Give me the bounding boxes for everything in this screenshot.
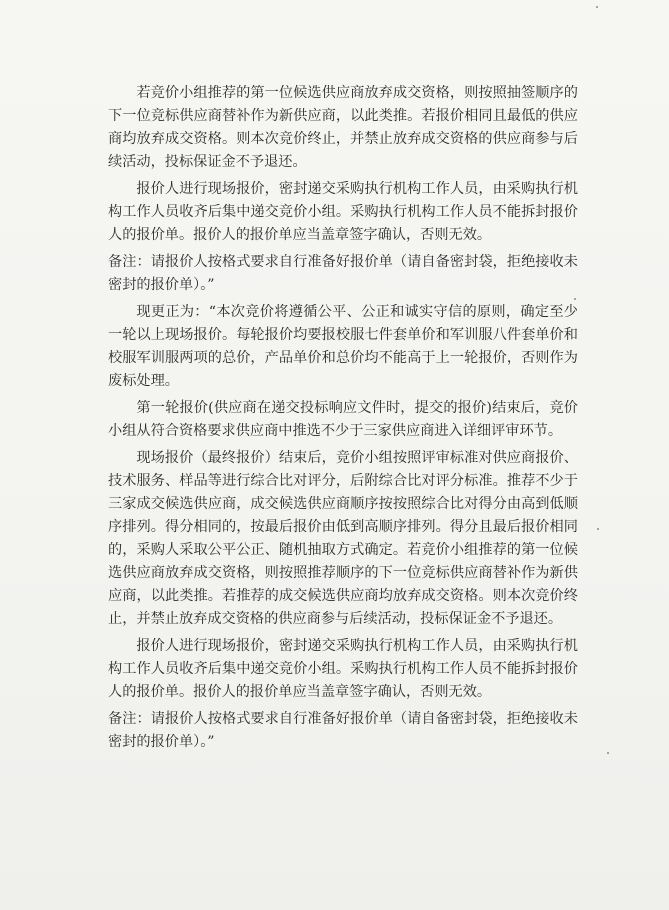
paragraph-sealed-quote: 报价人进行现场报价，密封递交采购执行机构工作人员，由采购执行机构工作人员收齐后集中递交竞价小组。采购执行机构工作人员不能拆封报价人的报价单。报价人的报价单应当盖章签字确认，否则无效。 [108,638,578,700]
paper-speck [596,6,598,8]
paragraph-final-round: 现场报价（最终报价）结束后，竞价小组按照评审标准对供应商报价、技术服务、样品等进行综合比对评分，后附综合比对评分标准。推荐不少于三家成交候选供应商，成交候选供应商顺序按按照综合比对得分由高到低顺序排列。得分相同的，按最后报价由低到高顺序排列。得分且最后报价相同的，采购人采取公平公正、随机抽取方式确定。若竞价小组推荐的第一位候选供应商放弃成交资格，则按照推荐顺序的下一位竞标供应商替补作为新供应商，以此类推。若推荐的成交候选供应商均放弃成交资格。则本次竞价终止，并禁止放弃成交资格的供应商参与后续活动，投标保证金不予退还。 [108,450,578,627]
note-paragraph-2: 备注：请报价人按格式要求自行准备好报价单（请自备密封袋，拒绝接收未密封的报价单）。” [108,711,578,750]
note-paragraph-1: 备注：请报价人按格式要求自行准备好报价单（请自备密封袋，拒绝接收未密封的报价单）。” [108,254,578,293]
paper-speck [597,528,599,530]
paragraph-1: 若竞价小组推荐的第一位候选供应商放弃成交资格，则按照抽签顺序的下一位竞标供应商替补作为新供应商，以此类推。若报价相同且最低的供应商均放弃成交资格。则本次竞价终止，并禁止放弃成交资格的供应商参与后续活动，投标保证金不予退还。 [108,85,578,170]
paragraph-correction: 现更正为：“本次竞价将遵循公平、公正和诚实守信的原则，确定至少一轮以上现场报价。每轮报价均要报校服七件套单价和军训服八件套单价和校服军训服两项的总价，产品单价和总价均不能高于上一轮报价，否则作为废标处理。 [108,304,578,389]
paragraph-first-round: 第一轮报价(供应商在递交投标响应文件时，提交的报价)结束后，竞价小组从符合资格要求供应商中推选不少于三家供应商进入详细评审环节。 [108,400,578,439]
document-body [108,82,578,758]
paragraph-2: 报价人进行现场报价，密封递交采购执行机构工作人员，由采购执行机构工作人员收齐后集中递交竞价小组。采购执行机构工作人员不能拆封报价人的报价单。报价人的报价单应当盖章签字确认，否则无效。 [108,181,578,243]
paper-speck [607,752,609,754]
